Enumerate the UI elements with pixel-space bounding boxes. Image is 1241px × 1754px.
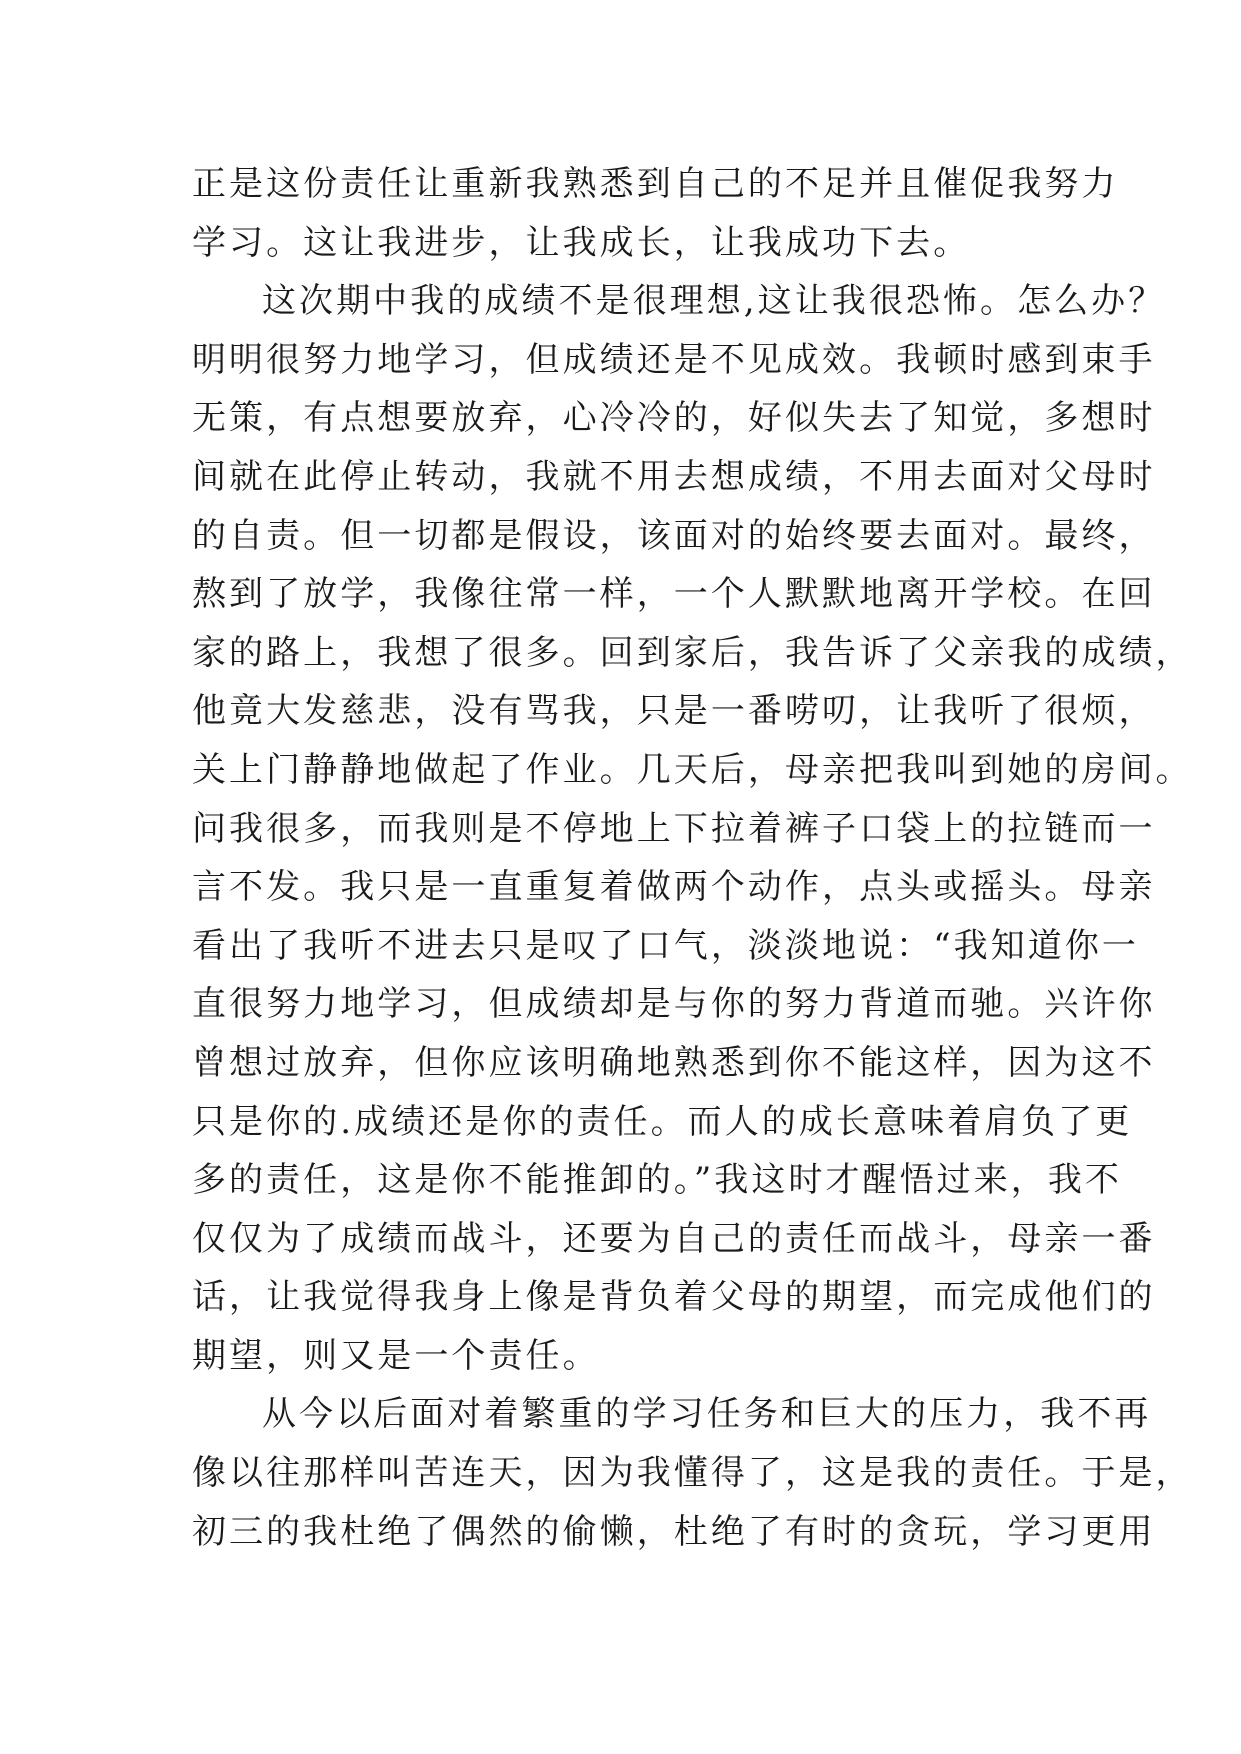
text-line: 家的路上，我想了很多。回到家后，我告诉了父亲我的成绩， [192, 632, 1193, 673]
text-line: 间就在此停止转动，我就不用去想成绩，不用去面对父母时 [192, 456, 1156, 497]
paragraph-start-line: 这次期中我的成绩不是很理想,这让我很恐怖。怎么办？ [262, 281, 1166, 322]
text-line: 期望，则又是一个责任。 [192, 1335, 600, 1376]
text-line: 关上门静静地做起了作业。几天后，母亲把我叫到她的房间。 [192, 749, 1193, 790]
text-line: 只是你的.成绩还是你的责任。而人的成长意味着肩负了更 [192, 1101, 1133, 1142]
text-line: 仅仅为了成绩而战斗，还要为自己的责任而战斗，母亲一番 [192, 1218, 1156, 1259]
document-body [192, 155, 1193, 1561]
paragraph-start-line: 从今以后面对着繁重的学习任务和巨大的压力，我不再 [262, 1394, 1152, 1435]
text-line: 直很努力地学习，但成绩却是与你的努力背道而驰。兴许你 [192, 984, 1156, 1025]
text-line: 学习。这让我进步，让我成长，让我成功下去。 [192, 222, 971, 263]
text-line: 言不发。我只是一直重复着做两个动作，点头或摇头。母亲 [192, 867, 1156, 908]
text-line: 初三的我杜绝了偶然的偷懒，杜绝了有时的贪玩，学习更用 [192, 1511, 1156, 1552]
text-line: 他竟大发慈悲，没有骂我，只是一番唠叨，让我听了很烦， [192, 691, 1156, 732]
text-line: 多的责任，这是你不能推卸的。”我这时才醒悟过来，我不 [192, 1160, 1122, 1201]
text-line: 曾想过放弃，但你应该明确地熟悉到你不能这样，因为这不 [192, 1042, 1156, 1083]
text-line: 看出了我听不进去只是叹了口气，淡淡地说：“我知道你一 [192, 925, 1139, 966]
text-line: 正是这份责任让重新我熟悉到自己的不足并且催促我努力 [192, 164, 1119, 204]
text-line: 话，让我觉得我身上像是背负着父母的期望，而完成他们的 [192, 1277, 1156, 1318]
text-line: 问我很多，而我则是不停地上下拉着裤子口袋上的拉链而一 [192, 808, 1156, 849]
text-line: 的自责。但一切都是假设，该面对的始终要去面对。最终， [192, 515, 1156, 556]
text-line: 明明很努力地学习，但成绩还是不见成效。我顿时感到束手 [192, 339, 1156, 380]
text-line: 像以往那样叫苦连天，因为我懂得了，这是我的责任。于是， [192, 1453, 1193, 1494]
text-line: 无策，有点想要放弃，心冷冷的，好似失去了知觉，多想时 [192, 398, 1156, 439]
text-line: 熬到了放学，我像往常一样，一个人默默地离开学校。在回 [192, 574, 1156, 615]
